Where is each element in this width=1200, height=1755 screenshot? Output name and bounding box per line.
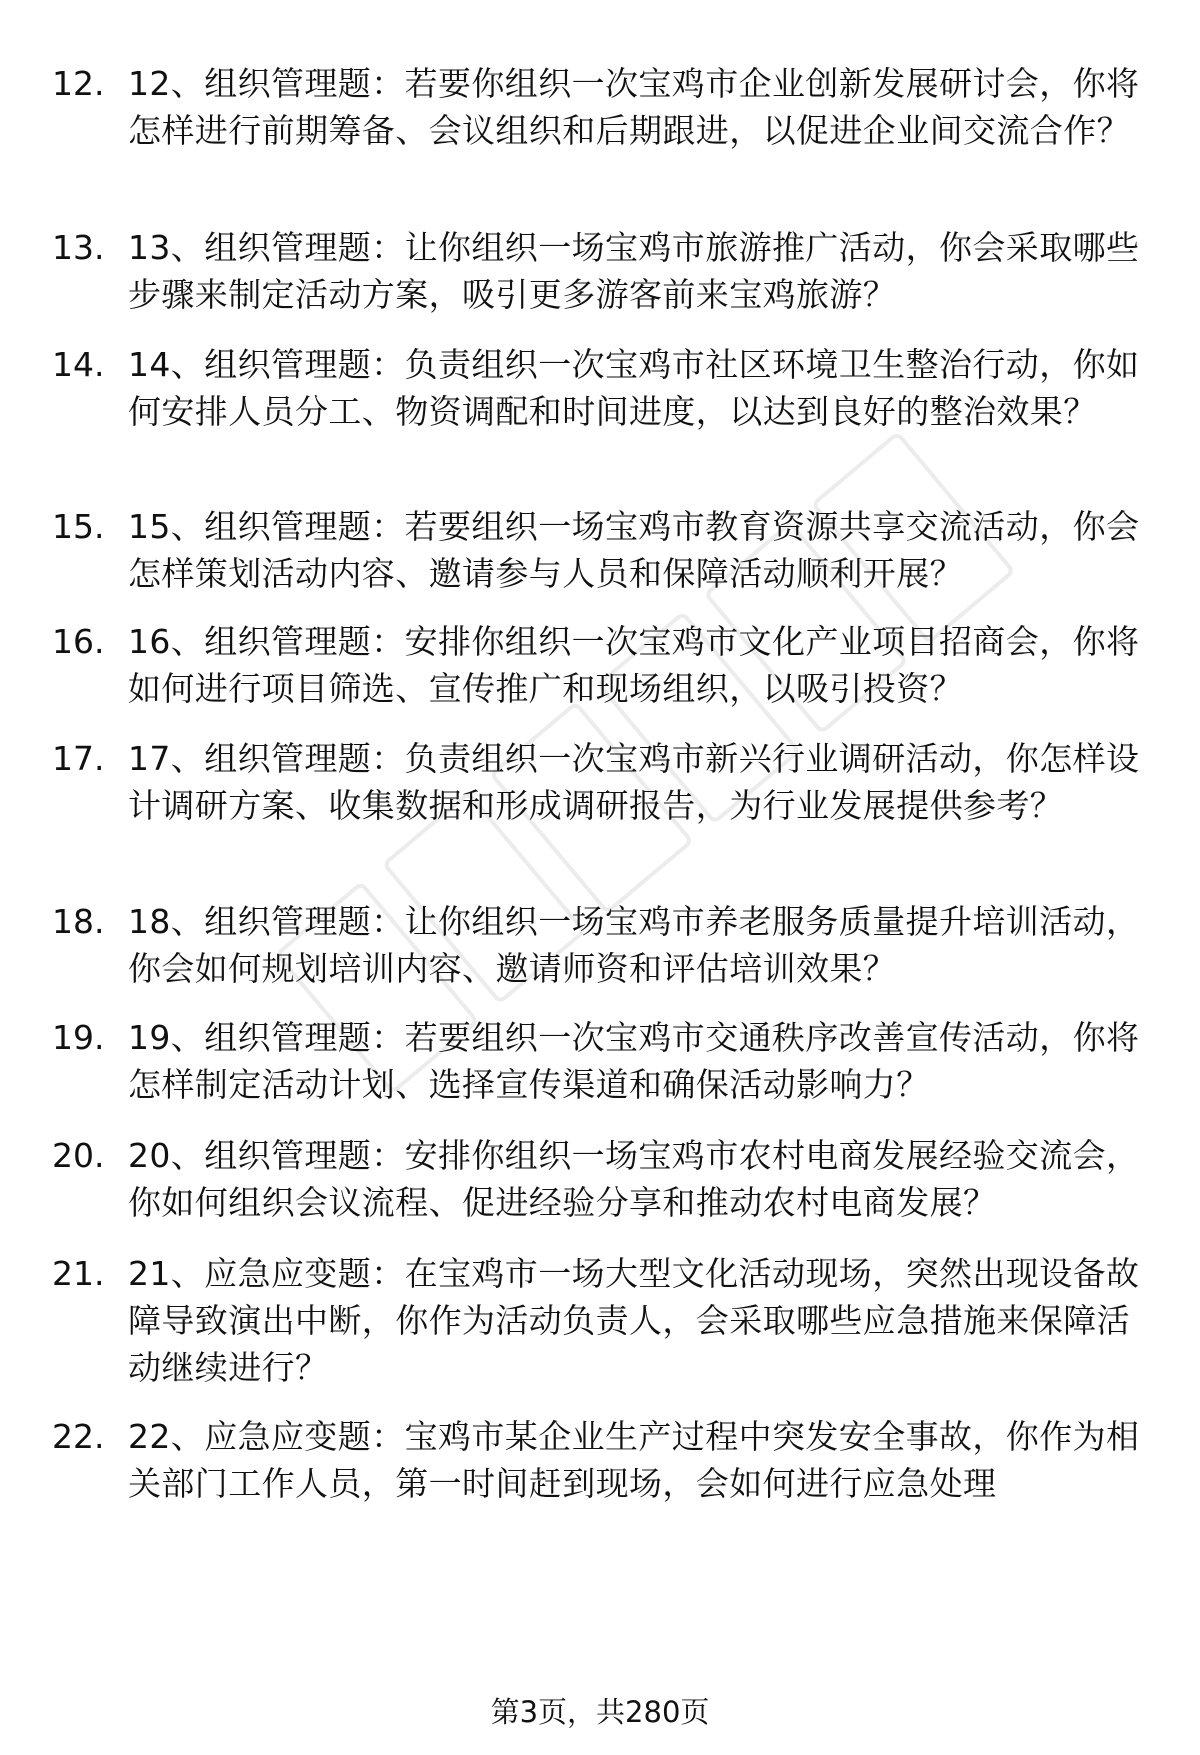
question-text: 14、组织管理题：负责组织一次宝鸡市社区环境卫生整治行动，你如何安排人员分工、物资调配和时间进度，以达到良好的整治效果？ [128, 345, 1140, 431]
question-number: 20. [52, 1136, 105, 1175]
question-text: 20、组织管理题：安排你组织一场宝鸡市农村电商发展经验交流会，你如何组织会议流程、促进经验分享和推动农村电商发展？ [128, 1136, 1140, 1222]
question-number: 17. [52, 739, 105, 778]
question-text: 16、组织管理题：安排你组织一次宝鸡市文化产业项目招商会，你将如何进行项目筛选、宣传推广和现场组织，以吸引投资？ [128, 622, 1140, 708]
question-number: 15. [52, 507, 105, 546]
question-number: 14. [52, 345, 105, 384]
question-text: 15、组织管理题：若要组织一场宝鸡市教育资源共享交流活动，你会怎样策划活动内容、邀请参与人员和保障活动顺利开展？ [128, 507, 1140, 593]
question-text: 13、组织管理题：让你组织一场宝鸡市旅游推广活动，你会采取哪些步骤来制定活动方案，吸引更多游客前来宝鸡旅游？ [128, 228, 1140, 314]
question-number: 22. [52, 1417, 105, 1456]
question-text: 12、组织管理题：若要你组织一次宝鸡市企业创新发展研讨会，你将怎样进行前期筹备、会议组织和后期跟进，以促进企业间交流合作？ [128, 64, 1140, 150]
page-footer: 第3页，共280页 [490, 1695, 710, 1729]
question-text: 22、应急应变题：宝鸡市某企业生产过程中突发安全事故，你作为相关部门工作人员，第一时间赶到现场，会如何进行应急处理 [128, 1417, 1140, 1503]
question-text: 21、应急应变题：在宝鸡市一场大型文化活动现场，突然出现设备故障导致演出中断，你作为活动负责人，会采取哪些应急措施来保障活动继续进行？ [128, 1254, 1140, 1387]
question-text: 19、组织管理题：若要组织一次宝鸡市交通秩序改善宣传活动，你将怎样制定活动计划、选择宣传渠道和确保活动影响力？ [128, 1018, 1140, 1104]
question-number: 13. [52, 228, 105, 267]
question-number: 21. [52, 1254, 105, 1293]
question-number: 19. [52, 1018, 105, 1057]
question-text: 18、组织管理题：让你组织一场宝鸡市养老服务质量提升培训活动，你会如何规划培训内容、邀请师资和评估培训效果？ [128, 902, 1140, 988]
question-number: 16. [52, 622, 105, 661]
question-number: 12. [52, 64, 105, 103]
question-number: 18. [52, 902, 105, 941]
question-text: 17、组织管理题：负责组织一次宝鸡市新兴行业调研活动，你怎样设计调研方案、收集数据和形成调研报告，为行业发展提供参考？ [128, 739, 1140, 825]
